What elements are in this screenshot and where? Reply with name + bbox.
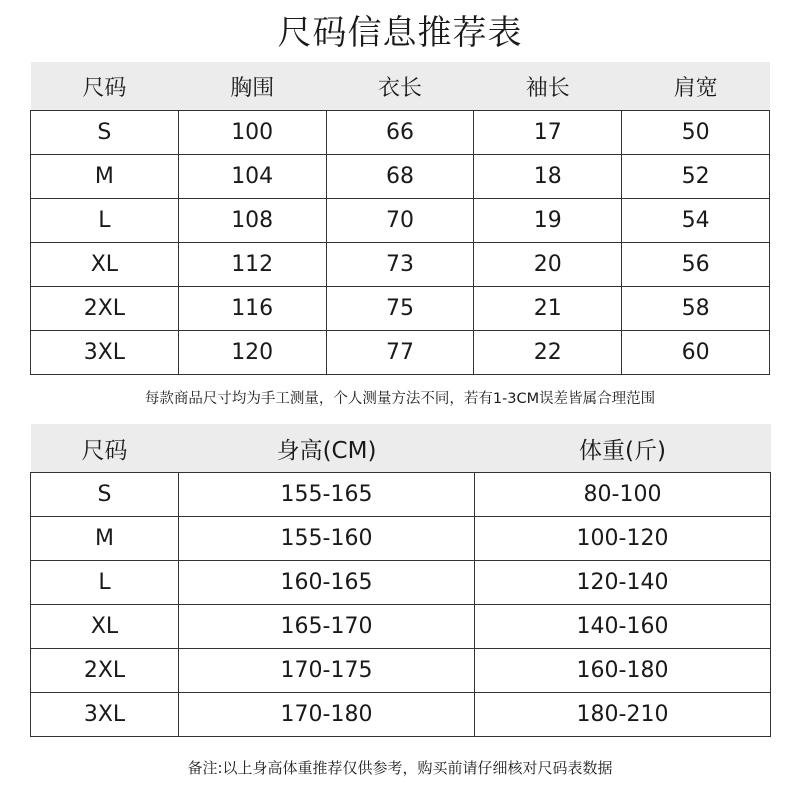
table-cell: 19 <box>474 199 622 243</box>
table-cell: 2XL <box>31 649 179 693</box>
table-cell: 58 <box>622 287 770 331</box>
height-weight-table <box>30 424 771 737</box>
size-chart-table <box>30 62 770 375</box>
table-cell: 60 <box>622 331 770 375</box>
table-cell: 73 <box>326 243 474 287</box>
table-cell: 52 <box>622 155 770 199</box>
table-row <box>31 243 770 287</box>
table-cell: 77 <box>326 331 474 375</box>
table-cell: 20 <box>474 243 622 287</box>
table-cell: 3XL <box>31 693 179 737</box>
table-cell: 170-175 <box>179 649 475 693</box>
table-cell: 120-140 <box>475 561 771 605</box>
table-cell: 116 <box>178 287 326 331</box>
table-row <box>31 155 770 199</box>
table-cell: 2XL <box>31 287 179 331</box>
table-row <box>31 199 770 243</box>
header-length: 衣长 <box>326 62 474 111</box>
table-cell: 140-160 <box>475 605 771 649</box>
table-cell: 165-170 <box>179 605 475 649</box>
measurement-note: 每款商品尺寸均为手工测量，个人测量方法不同，若有1-3CM误差皆属合理范围 <box>144 391 656 407</box>
table-cell: 75 <box>326 287 474 331</box>
table-row <box>31 693 771 737</box>
table-cell: 68 <box>326 155 474 199</box>
table-cell: M <box>31 155 179 199</box>
table-cell: 66 <box>326 111 474 155</box>
table-cell: L <box>31 561 179 605</box>
table-cell: 22 <box>474 331 622 375</box>
header-size: 尺码 <box>31 62 179 111</box>
table-row <box>31 605 771 649</box>
header-chest: 胸围 <box>178 62 326 111</box>
table-cell: S <box>31 473 179 517</box>
table-cell: M <box>31 517 179 561</box>
table-cell: XL <box>31 243 179 287</box>
header-height: 身高(CM) <box>179 424 475 473</box>
remark-note: 备注:以上身高体重推荐仅供参考，购买前请仔细核对尺码表数据 <box>187 759 613 777</box>
table-cell: 120 <box>178 331 326 375</box>
table-cell: 3XL <box>31 331 179 375</box>
header-sleeve: 袖长 <box>474 62 622 111</box>
table-row <box>31 517 771 561</box>
table-cell: 180-210 <box>475 693 771 737</box>
table-cell: 17 <box>474 111 622 155</box>
table-cell: 100 <box>178 111 326 155</box>
table-header-row <box>31 62 770 111</box>
table-cell: 80-100 <box>475 473 771 517</box>
table-cell: 18 <box>474 155 622 199</box>
table-header-row <box>31 424 771 473</box>
table-cell: L <box>31 199 179 243</box>
table-cell: 160-180 <box>475 649 771 693</box>
header-shoulder: 肩宽 <box>622 62 770 111</box>
table-cell: S <box>31 111 179 155</box>
table-cell: 104 <box>178 155 326 199</box>
table-cell: 160-165 <box>179 561 475 605</box>
page-title: 尺码信息推荐表 <box>277 13 523 53</box>
table-row <box>31 561 771 605</box>
table-cell: 170-180 <box>179 693 475 737</box>
table-cell: XL <box>31 605 179 649</box>
header-weight: 体重(斤) <box>475 424 771 473</box>
table-cell: 50 <box>622 111 770 155</box>
header-size: 尺码 <box>31 424 179 473</box>
table-row <box>31 111 770 155</box>
table-cell: 70 <box>326 199 474 243</box>
table-cell: 108 <box>178 199 326 243</box>
table-row <box>31 473 771 517</box>
table-cell: 56 <box>622 243 770 287</box>
table-cell: 155-165 <box>179 473 475 517</box>
table-cell: 54 <box>622 199 770 243</box>
table-cell: 100-120 <box>475 517 771 561</box>
table-cell: 155-160 <box>179 517 475 561</box>
table-row <box>31 287 770 331</box>
table-cell: 112 <box>178 243 326 287</box>
table-row <box>31 649 771 693</box>
table-cell: 21 <box>474 287 622 331</box>
table-row <box>31 331 770 375</box>
